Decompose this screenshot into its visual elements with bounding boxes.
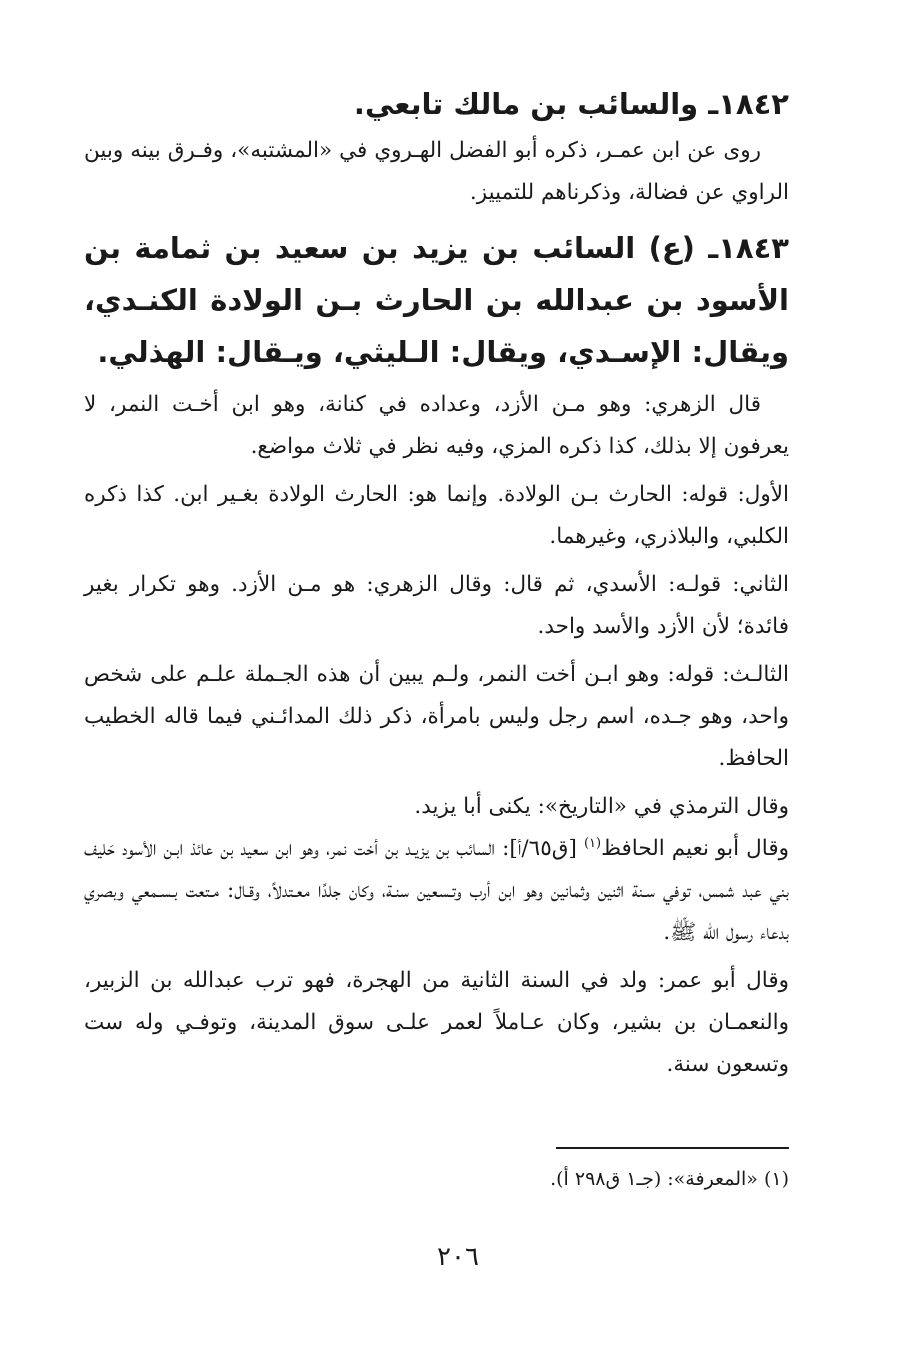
abu-nuaym-text: [ق٦٥/أ]: السائب بن يزيـد بن أخت نمر، وهو ابن سعيد بن عائذ ابـن الأسود حَليف بني عبد شمس، توفي سـنة اثنين وثمانين وهو ابن أرب وتـسعين سنـة، وكان جلدًا معـتدلاً، وقـال: مـتعت بـسـمعي وبصري بدعاء رسول الله ﷺ.	[84, 836, 789, 945]
entry-1842-heading: ١٨٤٢ـ والسائب بن مالك تابعي.	[353, 87, 789, 121]
footnote-separator	[556, 1147, 789, 1149]
footnote-reference: (١)	[583, 835, 602, 851]
entry-1842-paragraph: روى عن ابن عمـر، ذكره أبو الفضل الهـروي في «المشتبه»، وفـرق بينه وبين الراوي عن فضالة، وذكرناهم للتمييز.	[84, 138, 789, 205]
abu-umar-paragraph: وقال أبو عمر: ولد في السنة الثانية من الهجرة، فهو ترب عبدالله بن الزبير، والنعمـان بن بشير، وكان عـاملاً لعمر علـى سوق المدينة، وتوفـي وله ست وتسعون سنة.	[84, 968, 789, 1077]
page-body	[84, 78, 789, 1086]
footnote: (١) «المعرفة»: (جـ١ ق٢٩٨ أ).	[550, 1168, 789, 1190]
second-objection-paragraph: الثاني: قولـه: الأسدي، ثم قال: وقال الزهري: هو مـن الأزد. وهو تكرار بغير فائدة؛ لأن الأزد والأسد واحد.	[84, 572, 789, 639]
tirmidhi-paragraph: وقال الترمذي في «التاريخ»: يكنى أبا يزيد.	[414, 794, 789, 819]
abu-nuaym-paragraph	[84, 828, 789, 954]
abu-nuaym-lead: وقال أبو نعيم الحافظ	[601, 836, 790, 861]
third-objection-paragraph: الثالـث: قوله: وهو ابـن أخت النمر، ولـم يبين أن هذه الجـملة علـم على شخص واحد، وهو جـده، اسم رجل وليس بامرأة، ذكر ذلك المدائـني فيما قاله الخطيب الحافظ.	[84, 662, 789, 771]
first-objection-paragraph: الأول: قوله: الحارث بـن الولادة. وإنما هو: الحارث الولادة بغـير ابن. كذا ذكره الكلبي، والبلاذري، وغيرهما.	[84, 482, 789, 549]
entry-1843-heading: ١٨٤٣ـ (ع) السائب بن يزيد بن سعيد بن ثمامة بن الأسود بن عبدالله بن الحارث بـن الولادة الكنـدي، ويقال: الإسـدي، ويقال: الـليثي، ويـقال: الهذلي.	[84, 231, 789, 369]
page-number: ٢٠٦	[437, 1242, 479, 1272]
zuhri-paragraph: قال الزهري: وهو مـن الأزد، وعداده في كنانة، وهو ابن أخـت النمر، لا يعرفون إلا بذلك، كذا ذكره المزي، وفيه نظر في ثلاث مواضع.	[84, 392, 789, 459]
